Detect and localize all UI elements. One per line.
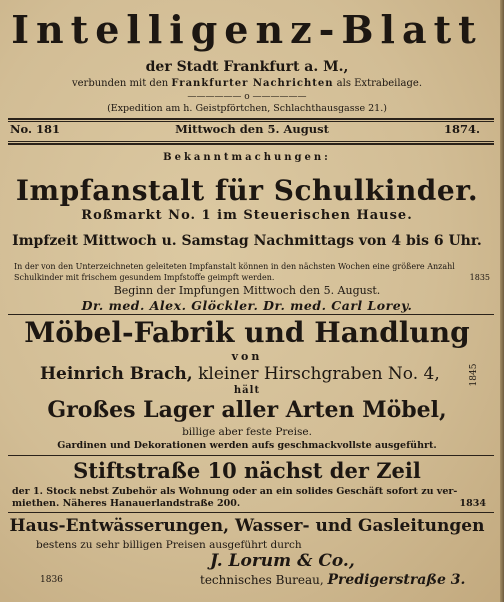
impf-start: Beginn der Impfungen Mittwoch den 5. August. bbox=[113, 284, 381, 297]
masthead-affiliation: verbunden mit den Frankfurter Nachrichten als Extrabeilage. bbox=[71, 78, 423, 89]
moebel-curtains: Gardinen und Dekorationen werden aufs geschmackvollste ausgeführt. bbox=[57, 440, 437, 451]
moebel-headline: Möbel-Fabrik und Handlung bbox=[24, 316, 470, 349]
moebel-haelt: hält bbox=[233, 385, 261, 396]
impf-headline: Impfanstalt für Schulkinder. bbox=[15, 174, 479, 207]
ornament-divider: —————— o —————— bbox=[187, 92, 307, 102]
impf-doctors: Dr. med. Alex. Glöckler. Dr. med. Carl Lorey. bbox=[81, 298, 413, 313]
impf-paragraph-line2: Schulkinder mit frischem gesundem Impfstoffe geimpft werden. 1835 bbox=[14, 273, 490, 282]
ad-divider-2 bbox=[8, 455, 494, 456]
section-title: Bekanntmachungen: bbox=[163, 152, 331, 163]
moebel-von: von bbox=[231, 350, 263, 363]
haus-headline: Haus-Entwässerungen, Wasser- und Gasleitungen bbox=[9, 516, 485, 536]
stift-headline: Stiftstraße 10 nächst der Zeil bbox=[73, 458, 421, 483]
dateline bbox=[10, 122, 494, 140]
expedition-address: (Expedition am h. Geistpförtchen, Schlachthausgasse 21.) bbox=[107, 103, 387, 114]
stift-ref-number: 1834 bbox=[459, 498, 486, 509]
impf-paragraph-line1: In der von den Unterzeichneten geleiteten Impfanstalt können in den nächsten Wochen eine größere Anzahl bbox=[14, 262, 455, 271]
moebel-owner: Heinrich Brach, kleiner Hirschgraben No. 4, bbox=[40, 364, 440, 384]
haus-firm: J. Lorum & Co., bbox=[210, 551, 355, 571]
haus-bureau: technisches Bureau, Predigerstraße 3. bbox=[200, 572, 466, 588]
issue-date: Mittwoch den 5. August bbox=[175, 122, 329, 136]
haus-line: bestens zu sehr billigen Preisen ausgeführt durch bbox=[36, 539, 302, 551]
haus-ref-number: 1836 bbox=[40, 575, 63, 585]
masthead-title: Intelligenz-Blatt bbox=[11, 7, 483, 52]
moebel-price: billige aber feste Preise. bbox=[182, 426, 312, 438]
impf-ref-number: 1835 bbox=[469, 273, 490, 282]
masthead-subtitle: der Stadt Frankfurt a. M., bbox=[145, 59, 349, 75]
dateline-double-rule bbox=[8, 143, 494, 145]
stift-line1: der 1. Stock nebst Zubehör als Wohnung oder an ein solides Geschäft sofort zu ver- bbox=[12, 486, 458, 497]
dateline-rule bbox=[8, 141, 494, 142]
moebel-stock: Großes Lager aller Arten Möbel, bbox=[47, 397, 447, 423]
top-double-rule bbox=[8, 118, 494, 120]
impf-address: Roßmarkt No. 1 im Steuerischen Hause. bbox=[81, 208, 413, 223]
ad-divider-3 bbox=[8, 512, 494, 513]
page-edge bbox=[500, 0, 504, 602]
issue-year: 1874. bbox=[443, 122, 480, 136]
moebel-ref-number: 1845 bbox=[469, 363, 479, 387]
issue-number: No. 181 bbox=[10, 122, 60, 136]
stift-line2: miethen. Näheres Hanauerlandstraße 200. 1834 bbox=[12, 498, 486, 509]
impf-times: Impfzeit Mittwoch u. Samstag Nachmittags von 4 bis 6 Uhr. bbox=[12, 233, 482, 249]
